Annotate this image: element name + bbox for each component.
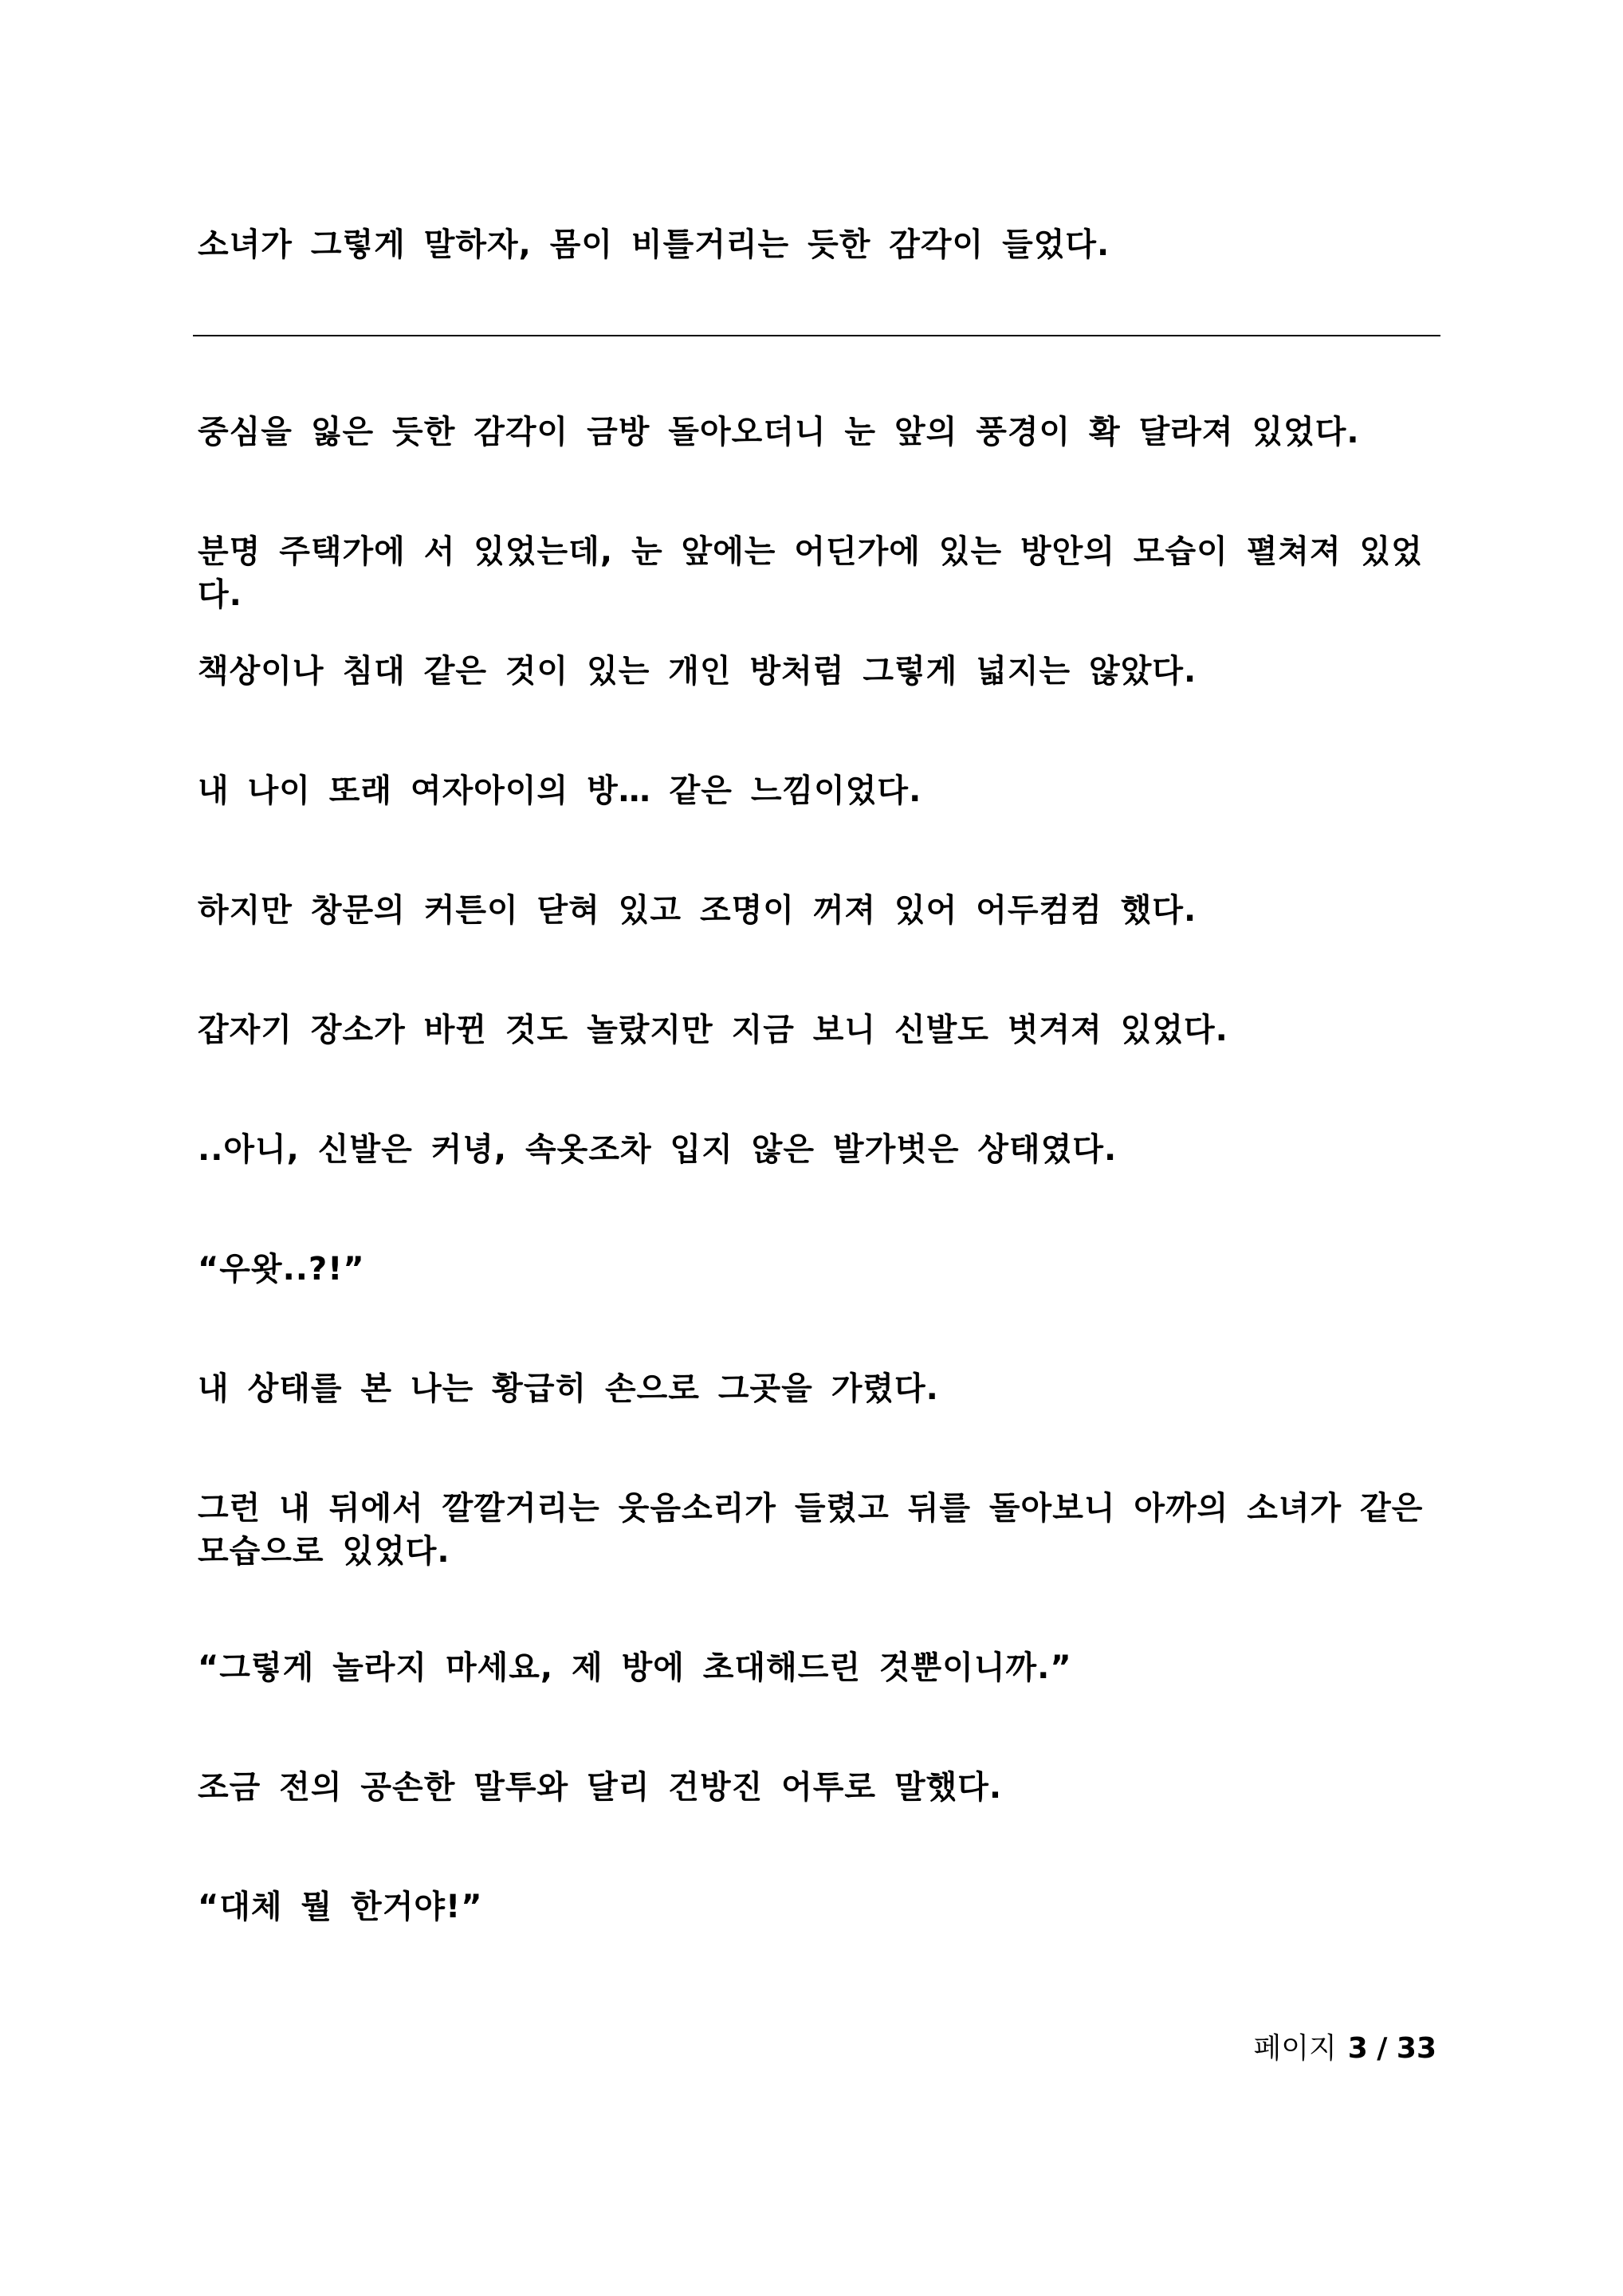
paragraph-9: “우왓..?!” <box>198 1251 365 1288</box>
paragraph-13: 조금 전의 공손한 말투와 달리 건방진 어투로 말했다. <box>198 1769 1003 1806</box>
total-pages: 33 <box>1396 2032 1436 2065</box>
paragraph-3: 분명 주택가에 서 있었는데, 눈 앞에는 어딘가에 있는 방안의 모습이 펼쳐져 있었다. <box>198 533 1423 613</box>
paragraph-14: “대체 뭘 한거야!” <box>198 1889 483 1925</box>
page-label: 페이지 <box>1253 2032 1337 2065</box>
paragraph-5: 내 나이 또래 여자아이의 방… 같은 느낌이었다. <box>198 773 922 809</box>
horizontal-divider <box>193 335 1440 336</box>
paragraph-4: 책상이나 침대 같은 것이 있는 개인 방처럼 그렇게 넓지는 않았다. <box>198 653 1197 690</box>
paragraph-7: 갑자기 장소가 바뀐 것도 놀랐지만 지금 보니 신발도 벗겨져 있었다. <box>198 1012 1228 1048</box>
paragraph-8: ..아니, 신발은 커녕, 속옷조차 입지 않은 발가벗은 상태였다. <box>198 1131 1118 1168</box>
paragraph-1: 소녀가 그렇게 말하자, 몸이 비틀거리는 듯한 감각이 들었다. <box>198 226 1110 263</box>
page-separator: / <box>1377 2032 1388 2065</box>
current-page: 3 <box>1347 2032 1368 2065</box>
paragraph-10: 내 상태를 본 나는 황급히 손으로 그곳을 가렸다. <box>198 1370 939 1407</box>
page-number <box>1253 2031 1436 2066</box>
paragraph-6: 하지만 창문의 커튼이 닫혀 있고 조명이 꺼져 있어 어두컴컴 했다. <box>198 892 1197 929</box>
paragraph-12: “그렇게 놀라지 마세요, 제 방에 초대해드린 것뿐이니까.” <box>198 1649 1072 1686</box>
paragraph-2: 중심을 잃은 듯한 감각이 금방 돌아오더니 눈 앞의 풍경이 확 달라져 있었다. <box>198 414 1360 450</box>
paragraph-11: 그런 내 뒤에서 깔깔거리는 웃음소리가 들렸고 뒤를 돌아보니 아까의 소녀가 같은 모습으로 있었다. <box>198 1490 1424 1570</box>
